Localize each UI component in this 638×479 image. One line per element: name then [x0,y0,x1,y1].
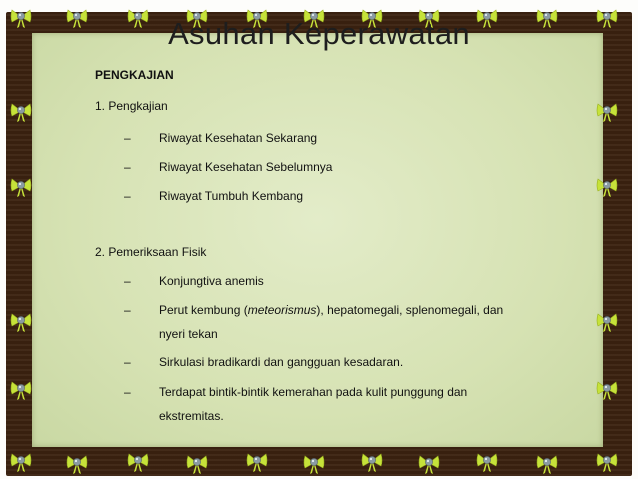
list-bullet: – [124,131,131,145]
ribbon-bow-icon [596,175,618,197]
ribbon-bow-icon [476,450,498,472]
ribbon-bow-icon [418,452,440,474]
ribbon-bow-icon [66,452,88,474]
list-item: Konjungtiva anemis [159,274,264,288]
ribbon-bow-icon [596,100,618,122]
list-item-text: Perut kembung ( [159,303,248,317]
ribbon-bow-icon [596,310,618,332]
ribbon-bow-icon [10,100,32,122]
ribbon-bow-icon [596,450,618,472]
list-item [159,303,503,317]
list-bullet: – [124,303,131,317]
list-bullet: – [124,189,131,203]
section-heading: PENGKAJIAN [95,68,174,82]
ribbon-bow-icon [10,378,32,400]
ribbon-bow-icon [186,452,208,474]
ribbon-bow-icon [10,175,32,197]
ribbon-bow-icon [303,452,325,474]
ribbon-bow-icon [127,450,149,472]
ribbon-bow-icon [536,452,558,474]
list-bullet: – [124,355,131,369]
ribbon-bow-icon [596,378,618,400]
list-item: Riwayat Kesehatan Sekarang [159,131,318,145]
ribbon-bow-icon [361,450,383,472]
list-bullet: – [124,385,131,399]
list-bullet: – [124,160,131,174]
section-2-label: 2. Pemeriksaan Fisik [95,245,207,259]
ribbon-bow-icon [246,450,268,472]
list-bullet: – [124,274,131,288]
list-item-text: ), hepatomegali, splenomegali, dan [316,303,504,317]
list-item: Terdapat bintik-bintik kemerahan pada kulit punggung dan [159,385,468,399]
list-item-continuation: ekstremitas. [159,409,224,423]
list-item: Riwayat Tumbuh Kembang [159,189,304,203]
list-item-italic: meteorismus [247,303,317,317]
ribbon-bow-icon [10,310,32,332]
list-item-continuation: nyeri tekan [159,327,218,341]
slide-title: Asuhan Keperawatan [168,16,470,51]
list-item: Sirkulasi bradikardi dan gangguan kesadaran. [159,355,404,369]
section-1-label: 1. Pengkajian [95,99,168,113]
list-item: Riwayat Kesehatan Sebelumnya [159,160,333,174]
ribbon-bow-icon [10,450,32,472]
